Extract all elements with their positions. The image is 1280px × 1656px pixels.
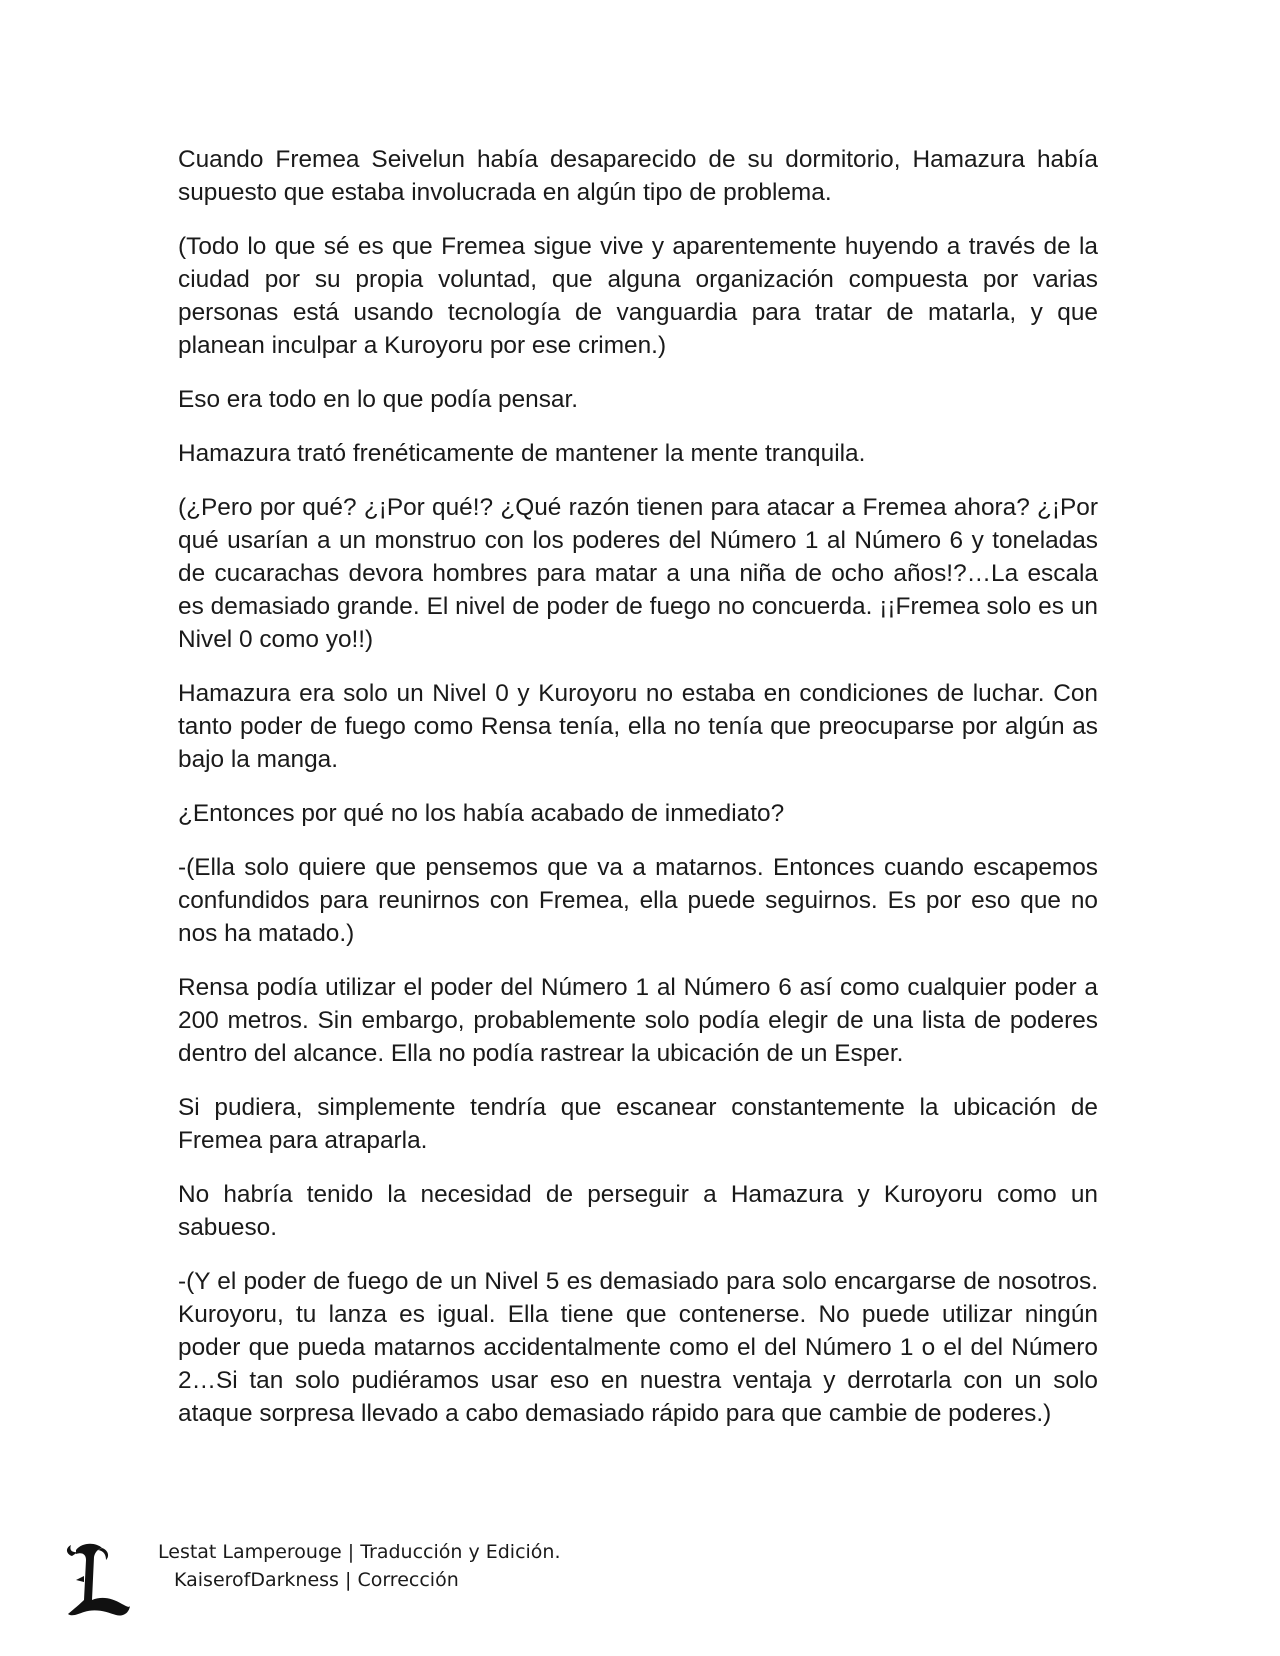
footer-credits	[158, 1538, 561, 1594]
paragraph: Eso era todo en lo que podía pensar.	[178, 386, 579, 413]
paragraph: (¿Pero por qué? ¿¡Por qué!? ¿Qué razón tienen para atacar a Fremea ahora? ¿¡Por qué usarían a un monstruo con los poderes del Número 1 al Número 6 y toneladas de cucarachas devora hombres para matar a una niña de ocho años!?…La escala es demasiado grande. El nivel de poder de fuego no concuerda. ¡¡Fremea solo es un Nivel 0 como yo!!)	[178, 494, 1098, 653]
paragraph: Hamazura trató frenéticamente de mantener la mente tranquila.	[178, 440, 866, 467]
paragraph: Si pudiera, simplemente tendría que escanear constantemente la ubicación de Fremea para atraparla.	[178, 1094, 1098, 1154]
paragraph: ¿Entonces por qué no los había acabado de inmediato?	[178, 800, 785, 827]
credit-line-translation: Lestat Lamperouge | Traducción y Edición.	[158, 1541, 561, 1563]
paragraph: (Todo lo que sé es que Fremea sigue vive y aparentemente huyendo a través de la ciudad por su propia voluntad, que alguna organización compuesta por varias personas está usando tecnología de vanguardia para tratar de matarla, y que planean inculpar a Kuroyoru por ese crimen.)	[178, 233, 1098, 359]
paragraph: -(Y el poder de fuego de un Nivel 5 es demasiado para solo encargarse de nosotros. Kuroyoru, tu lanza es igual. Ella tiene que contenerse. No puede utilizar ningún poder que pueda matarnos accidentalmente como el del Número 1 o el del Número 2…Si tan solo pudiéramos usar eso en nuestra ventaja y derrotarla con un solo ataque sorpresa llevado a cabo demasiado rápido para que cambie de poderes.)	[178, 1268, 1098, 1427]
paragraph: Hamazura era solo un Nivel 0 y Kuroyoru no estaba en condiciones de luchar. Con tanto poder de fuego como Rensa tenía, ella no tenía que preocuparse por algún as bajo la manga.	[178, 680, 1098, 773]
gothic-letter-l-logo-icon	[62, 1540, 132, 1620]
paragraph: Cuando Fremea Seivelun había desaparecido de su dormitorio, Hamazura había supuesto que estaba involucrada en algún tipo de problema.	[178, 146, 1098, 206]
paragraph: No habría tenido la necesidad de perseguir a Hamazura y Kuroyoru como un sabueso.	[178, 1181, 1098, 1241]
paragraph: -(Ella solo quiere que pensemos que va a matarnos. Entonces cuando escapemos confundidos para reunirnos con Fremea, ella puede seguirnos. Es por eso que no nos ha matado.)	[178, 854, 1098, 947]
credit-line-correction: KaiserofDarkness | Corrección	[174, 1569, 459, 1591]
paragraph: Rensa podía utilizar el poder del Número 1 al Número 6 así como cualquier poder a 200 metros. Sin embargo, probablemente solo podía elegir de una lista de poderes dentro del alcance. Ella no podía rastrear la ubicación de un Esper.	[178, 974, 1098, 1067]
body-text	[178, 143, 1098, 1451]
